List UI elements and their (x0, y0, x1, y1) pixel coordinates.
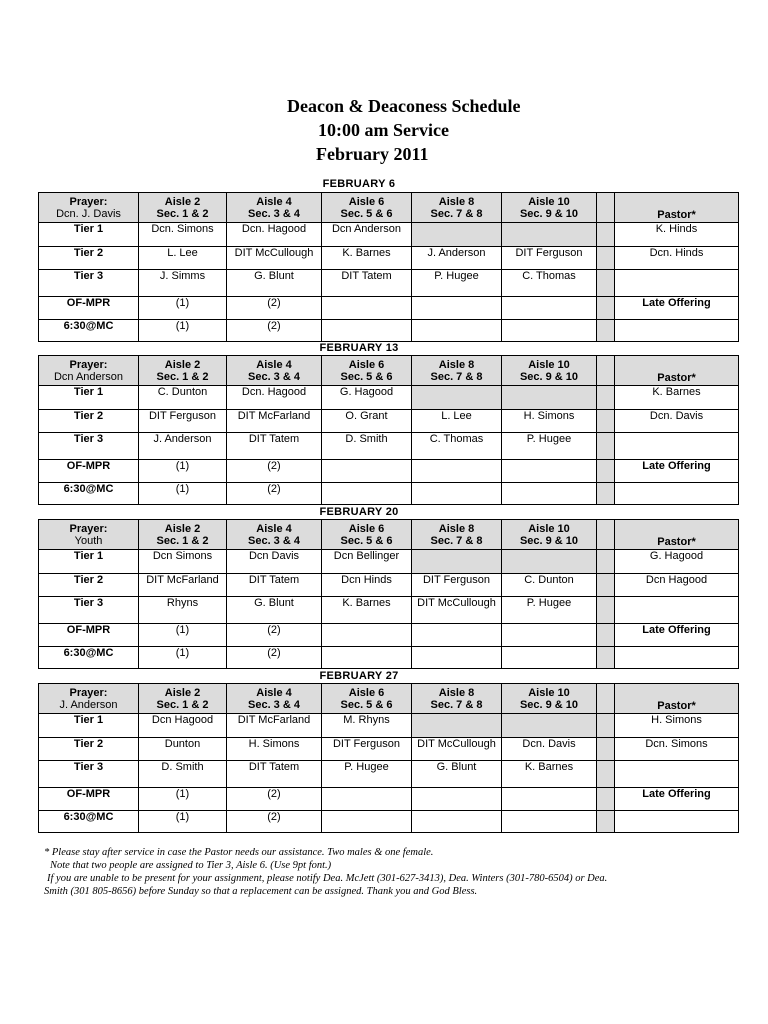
row-label: Tier 1 (39, 223, 139, 247)
assignment-cell (322, 811, 412, 833)
assignment-cell (502, 460, 597, 483)
pastor-cell: Late Offering (615, 297, 739, 320)
tier-2-row (39, 574, 739, 597)
assignment-cell: DIT McFarland (227, 410, 322, 433)
pastor-cell: Late Offering (615, 624, 739, 647)
prayer-leader: Dcn. J. Davis (56, 207, 121, 220)
pastor-cell: Dcn. Hinds (615, 247, 739, 270)
assignment-cell (412, 297, 502, 320)
aisle-header (502, 193, 597, 223)
spacer-cell (597, 520, 615, 550)
assignment-cell (502, 483, 597, 505)
spacer-cell (597, 247, 615, 270)
week-schedule-table (38, 519, 739, 669)
assignment-cell: DIT Ferguson (139, 410, 227, 433)
assignment-cell: Dcn. Hagood (227, 386, 322, 410)
pastor-cell: Late Offering (615, 460, 739, 483)
aisle-header (502, 684, 597, 714)
assignment-cell: (1) (139, 788, 227, 811)
630-mc-row (39, 483, 739, 505)
aisle-name: Aisle 2 (164, 358, 201, 371)
assignment-cell: (1) (139, 811, 227, 833)
assignment-cell: (2) (227, 647, 322, 669)
row-label: 6:30@MC (39, 320, 139, 342)
row-label: 6:30@MC (39, 811, 139, 833)
assignment-cell: Dcn. Davis (502, 738, 597, 761)
aisle-sections: Sec. 3 & 4 (248, 370, 300, 383)
assignment-cell: (1) (139, 624, 227, 647)
assignment-cell: (1) (139, 647, 227, 669)
tier-1-row (39, 386, 739, 410)
assignment-cell (412, 624, 502, 647)
aisle-sections: Sec. 1 & 2 (156, 370, 209, 383)
pastor-cell (615, 270, 739, 297)
tier-3-row (39, 761, 739, 788)
row-label: Tier 3 (39, 761, 139, 788)
assignment-cell: J. Anderson (139, 433, 227, 460)
row-label: 6:30@MC (39, 647, 139, 669)
week-label-text: FEBRUARY 27 (319, 670, 399, 682)
assignment-cell: Dcn Anderson (322, 223, 412, 247)
footnote-line-1: * Please stay after service in case the Pastor needs our assistance. Two males & one female. (44, 847, 434, 858)
assignment-cell: D. Smith (322, 433, 412, 460)
aisle-header (139, 356, 227, 386)
tier-1-row (39, 550, 739, 574)
spacer-cell (597, 597, 615, 624)
aisle-header (227, 520, 322, 550)
aisle-name: Aisle 6 (348, 195, 385, 208)
header-row (39, 193, 739, 223)
aisle-sections: Sec. 3 & 4 (248, 698, 300, 711)
assignment-cell: P. Hugee (322, 761, 412, 788)
assignment-cell (502, 223, 597, 247)
assignment-cell: Rhyns (139, 597, 227, 624)
assignment-cell: DIT McFarland (227, 714, 322, 738)
assignment-cell: (2) (227, 483, 322, 505)
assignment-cell: K. Barnes (322, 247, 412, 270)
aisle-name: Aisle 10 (528, 358, 570, 371)
assignment-cell: D. Smith (139, 761, 227, 788)
assignment-cell: L. Lee (412, 410, 502, 433)
spacer-cell (597, 550, 615, 574)
assignment-cell: (2) (227, 460, 322, 483)
aisle-header (139, 193, 227, 223)
aisle-sections: Sec. 7 & 8 (430, 698, 483, 711)
prayer-cell (39, 520, 139, 550)
630-mc-row (39, 320, 739, 342)
assignment-cell: J. Anderson (412, 247, 502, 270)
footnotes (44, 846, 734, 898)
aisle-sections: Sec. 1 & 2 (156, 207, 209, 220)
assignment-cell: (1) (139, 483, 227, 505)
spacer-cell (597, 433, 615, 460)
pastor-cell: Dcn Hagood (615, 574, 739, 597)
assignment-cell: (2) (227, 624, 322, 647)
assignment-cell: H. Simons (227, 738, 322, 761)
row-label: Tier 3 (39, 270, 139, 297)
pastor-header: Pastor* (615, 684, 739, 714)
aisle-name: Aisle 4 (256, 522, 292, 535)
assignment-cell: L. Lee (139, 247, 227, 270)
assignment-cell: Dcn Hinds (322, 574, 412, 597)
assignment-cell: (2) (227, 788, 322, 811)
assignment-cell: C. Thomas (412, 433, 502, 460)
spacer-cell (597, 647, 615, 669)
tier-2-row (39, 410, 739, 433)
assignment-cell: C. Dunton (502, 574, 597, 597)
aisle-header (139, 520, 227, 550)
row-label: Tier 3 (39, 433, 139, 460)
aisle-name: Aisle 6 (348, 686, 385, 699)
aisle-sections: Sec. 5 & 6 (340, 207, 393, 220)
assignment-cell: H. Simons (502, 410, 597, 433)
assignment-cell (322, 483, 412, 505)
aisle-header (227, 193, 322, 223)
aisle-name: Aisle 10 (528, 522, 570, 535)
row-label: Tier 3 (39, 597, 139, 624)
assignment-cell: DIT Tatem (227, 761, 322, 788)
prayer-label: Prayer: (69, 358, 108, 371)
spacer-cell (597, 738, 615, 761)
week-label-text: FEBRUARY 13 (319, 342, 399, 354)
pastor-cell: Dcn. Simons (615, 738, 739, 761)
tier-3-row (39, 433, 739, 460)
assignment-cell (502, 788, 597, 811)
assignment-cell (412, 647, 502, 669)
aisle-name: Aisle 2 (164, 195, 201, 208)
aisle-header (412, 684, 502, 714)
week-label (0, 506, 768, 518)
spacer-cell (597, 574, 615, 597)
aisle-header (502, 356, 597, 386)
pastor-header: Pastor* (615, 520, 739, 550)
assignment-cell: (2) (227, 320, 322, 342)
assignment-cell: (1) (139, 460, 227, 483)
prayer-cell (39, 193, 139, 223)
week-label (0, 670, 768, 682)
aisle-name: Aisle 6 (348, 522, 385, 535)
header-row (39, 684, 739, 714)
assignment-cell: DIT McCullough (412, 597, 502, 624)
assignment-cell: Dunton (139, 738, 227, 761)
aisle-sections: Sec. 1 & 2 (156, 698, 209, 711)
assignment-cell: (1) (139, 320, 227, 342)
pastor-cell (615, 761, 739, 788)
pastor-cell: G. Hagood (615, 550, 739, 574)
assignment-cell: P. Hugee (412, 270, 502, 297)
aisle-sections: Sec. 5 & 6 (340, 370, 393, 383)
prayer-label: Prayer: (69, 522, 108, 535)
assignment-cell: DIT Tatem (227, 433, 322, 460)
assignment-cell (412, 460, 502, 483)
aisle-name: Aisle 2 (164, 522, 201, 535)
row-label: Tier 2 (39, 410, 139, 433)
assignment-cell (322, 624, 412, 647)
spacer-cell (597, 356, 615, 386)
assignment-cell: DIT McCullough (412, 738, 502, 761)
assignment-cell: C. Dunton (139, 386, 227, 410)
assignment-cell: K. Barnes (502, 761, 597, 788)
footnote-line-4: Smith (301 805-8656) before Sunday so that a replacement can be assigned. Thank you and God Bless. (44, 886, 478, 897)
spacer-cell (597, 788, 615, 811)
row-label: 6:30@MC (39, 483, 139, 505)
footnote-line-3: If you are unable to be present for your assignment, please notify Dea. McJett (301-627-3413), Dea. Winters (301-780-6504) or Dea. (47, 873, 608, 884)
assignment-cell (412, 386, 502, 410)
assignment-cell (502, 647, 597, 669)
assignment-cell: P. Hugee (502, 597, 597, 624)
assignment-cell (502, 297, 597, 320)
spacer-cell (597, 684, 615, 714)
prayer-cell (39, 356, 139, 386)
aisle-name: Aisle 6 (348, 358, 385, 371)
pastor-cell (615, 433, 739, 460)
assignment-cell (322, 460, 412, 483)
aisle-header (412, 520, 502, 550)
assignment-cell: G. Hagood (322, 386, 412, 410)
spacer-cell (597, 811, 615, 833)
assignment-cell: M. Rhyns (322, 714, 412, 738)
pastor-cell: K. Barnes (615, 386, 739, 410)
spacer-cell (597, 714, 615, 738)
spacer-cell (597, 297, 615, 320)
prayer-leader: Dcn Anderson (53, 370, 124, 383)
row-label: Tier 1 (39, 550, 139, 574)
row-label: Tier 1 (39, 714, 139, 738)
assignment-cell (502, 320, 597, 342)
assignment-cell: DIT Tatem (227, 574, 322, 597)
aisle-sections: Sec. 3 & 4 (248, 207, 300, 220)
assignment-cell (412, 483, 502, 505)
assignment-cell: DIT Ferguson (322, 738, 412, 761)
assignment-cell (322, 297, 412, 320)
assignment-cell (322, 788, 412, 811)
aisle-sections: Sec. 5 & 6 (340, 698, 393, 711)
pastor-cell (615, 597, 739, 624)
aisle-header (227, 684, 322, 714)
title-line-2: 10:00 am Service (318, 120, 449, 140)
header-row (39, 520, 739, 550)
assignment-cell (412, 811, 502, 833)
assignment-cell (412, 550, 502, 574)
assignment-cell: Dcn Bellinger (322, 550, 412, 574)
aisle-name: Aisle 10 (528, 195, 570, 208)
assignment-cell: DIT McCullough (227, 247, 322, 270)
tier-1-row (39, 714, 739, 738)
aisle-header (502, 520, 597, 550)
aisle-sections: Sec. 3 & 4 (248, 534, 300, 547)
spacer-cell (597, 624, 615, 647)
assignment-cell: G. Blunt (227, 270, 322, 297)
week-label-text: FEBRUARY 20 (319, 506, 399, 518)
aisle-sections: Sec. 1 & 2 (156, 534, 209, 547)
assignment-cell (502, 714, 597, 738)
pastor-cell: Late Offering (615, 788, 739, 811)
row-label: OF-MPR (39, 297, 139, 320)
assignment-cell (502, 386, 597, 410)
assignment-cell: DIT Ferguson (412, 574, 502, 597)
pastor-cell: Dcn. Davis (615, 410, 739, 433)
spacer-cell (597, 320, 615, 342)
aisle-sections: Sec. 9 & 10 (519, 698, 579, 711)
tier-2-row (39, 247, 739, 270)
assignment-cell: G. Blunt (227, 597, 322, 624)
pastor-cell (615, 811, 739, 833)
aisle-header (322, 520, 412, 550)
title-line-3: February 2011 (316, 144, 429, 164)
aisle-name: Aisle 8 (438, 358, 475, 371)
aisle-name: Aisle 4 (256, 195, 292, 208)
pastor-cell (615, 320, 739, 342)
assignment-cell: Dcn Davis (227, 550, 322, 574)
tier-1-row (39, 223, 739, 247)
aisle-name: Aisle 8 (438, 522, 475, 535)
title-line-1: Deacon & Deaconess Schedule (287, 96, 521, 116)
630-mc-row (39, 811, 739, 833)
assignment-cell (412, 320, 502, 342)
assignment-cell (502, 624, 597, 647)
aisle-name: Aisle 8 (438, 686, 475, 699)
of-mpr-row (39, 788, 739, 811)
aisle-sections: Sec. 7 & 8 (430, 534, 483, 547)
aisle-header (322, 684, 412, 714)
row-label: Tier 2 (39, 738, 139, 761)
assignment-cell: J. Simms (139, 270, 227, 297)
row-label: OF-MPR (39, 788, 139, 811)
spacer-cell (597, 193, 615, 223)
of-mpr-row (39, 297, 739, 320)
aisle-sections: Sec. 9 & 10 (519, 534, 579, 547)
spacer-cell (597, 223, 615, 247)
week-label-text: FEBRUARY 6 (322, 178, 396, 190)
tier-3-row (39, 270, 739, 297)
assignment-cell (412, 223, 502, 247)
tier-2-row (39, 738, 739, 761)
aisle-name: Aisle 4 (256, 358, 292, 371)
week-label (0, 342, 768, 354)
assignment-cell: Dcn. Hagood (227, 223, 322, 247)
spacer-cell (597, 483, 615, 505)
pastor-cell (615, 483, 739, 505)
aisle-name: Aisle 10 (528, 686, 570, 699)
assignment-cell (322, 320, 412, 342)
assignment-cell: Dcn. Simons (139, 223, 227, 247)
aisle-header (227, 356, 322, 386)
row-label: Tier 2 (39, 247, 139, 270)
aisle-sections: Sec. 5 & 6 (340, 534, 393, 547)
header-row (39, 356, 739, 386)
prayer-label: Prayer: (69, 686, 108, 699)
assignment-cell: O. Grant (322, 410, 412, 433)
aisle-name: Aisle 8 (438, 195, 475, 208)
pastor-cell (615, 647, 739, 669)
assignment-cell: P. Hugee (502, 433, 597, 460)
630-mc-row (39, 647, 739, 669)
assignment-cell: Dcn Simons (139, 550, 227, 574)
assignment-cell: Dcn Hagood (139, 714, 227, 738)
assignment-cell: (2) (227, 811, 322, 833)
spacer-cell (597, 761, 615, 788)
aisle-header (322, 356, 412, 386)
assignment-cell: DIT McFarland (139, 574, 227, 597)
pastor-cell: H. Simons (615, 714, 739, 738)
assignment-cell: DIT Tatem (322, 270, 412, 297)
aisle-header (139, 684, 227, 714)
row-label: Tier 2 (39, 574, 139, 597)
assignment-cell (412, 788, 502, 811)
prayer-leader: J. Anderson (59, 698, 118, 711)
assignment-cell: K. Barnes (322, 597, 412, 624)
spacer-cell (597, 386, 615, 410)
row-label: OF-MPR (39, 460, 139, 483)
assignment-cell: (2) (227, 297, 322, 320)
week-schedule-table (38, 355, 739, 505)
row-label: Tier 1 (39, 386, 139, 410)
prayer-leader: Youth (74, 534, 103, 547)
assignment-cell (502, 550, 597, 574)
aisle-sections: Sec. 9 & 10 (519, 207, 579, 220)
spacer-cell (597, 460, 615, 483)
pastor-header: Pastor* (615, 356, 739, 386)
aisle-sections: Sec. 7 & 8 (430, 370, 483, 383)
of-mpr-row (39, 460, 739, 483)
aisle-name: Aisle 2 (164, 686, 201, 699)
assignment-cell (412, 714, 502, 738)
tier-3-row (39, 597, 739, 624)
assignment-cell: (1) (139, 297, 227, 320)
row-label: OF-MPR (39, 624, 139, 647)
assignment-cell: C. Thomas (502, 270, 597, 297)
aisle-header (322, 193, 412, 223)
aisle-header (412, 193, 502, 223)
spacer-cell (597, 410, 615, 433)
spacer-cell (597, 270, 615, 297)
week-label (0, 178, 768, 190)
footnote-line-2: Note that two people are assigned to Tier 3, Aisle 6. (Use 9pt font.) (50, 860, 332, 871)
assignment-cell (322, 647, 412, 669)
aisle-sections: Sec. 9 & 10 (519, 370, 579, 383)
assignment-cell (502, 811, 597, 833)
pastor-header: Pastor* (615, 193, 739, 223)
prayer-label: Prayer: (69, 195, 108, 208)
aisle-sections: Sec. 7 & 8 (430, 207, 483, 220)
assignment-cell: G. Blunt (412, 761, 502, 788)
aisle-header (412, 356, 502, 386)
aisle-name: Aisle 4 (256, 686, 292, 699)
pastor-cell: K. Hinds (615, 223, 739, 247)
of-mpr-row (39, 624, 739, 647)
week-schedule-table (38, 683, 739, 833)
prayer-cell (39, 684, 139, 714)
assignment-cell: DIT Ferguson (502, 247, 597, 270)
week-schedule-table (38, 192, 739, 342)
